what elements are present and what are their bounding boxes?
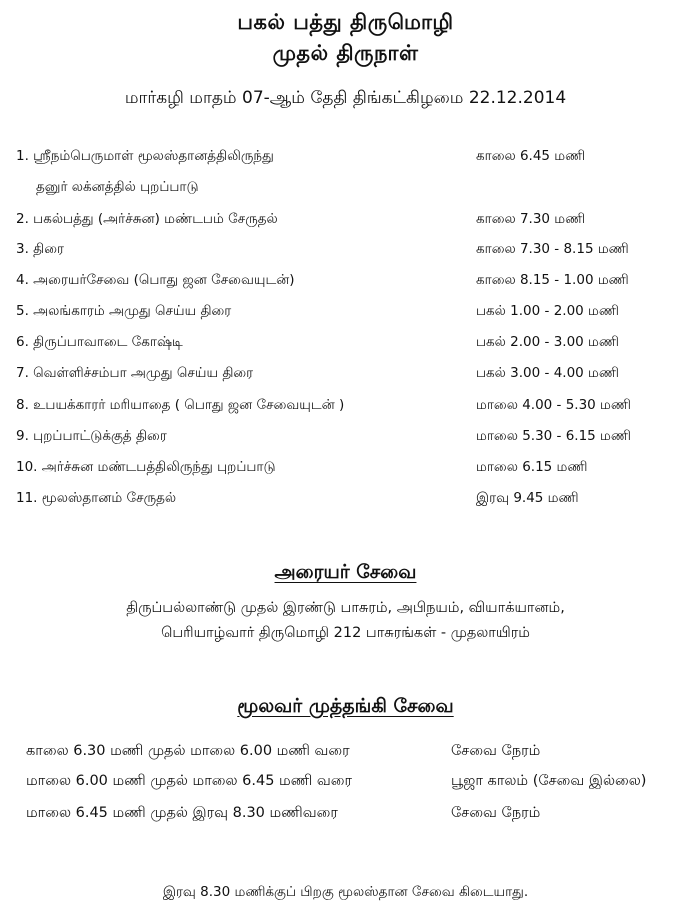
page-subtitle: முதல் திருநாள் bbox=[272, 41, 419, 65]
service-time: மாலை 6.00 மணி முதல் மாலை 6.45 மணி வரை bbox=[26, 773, 352, 789]
date-line: மார்கழி மாதம் 07-ஆம் தேதி திங்கட்கிழமை 22.12.2014 bbox=[124, 88, 567, 108]
schedule-label: 4. அரையர்சேவை (பொது ஜன சேவையுடன்) bbox=[16, 272, 295, 288]
araiyar-heading bbox=[0, 561, 691, 586]
schedule-time: இரவு 9.45 மணி bbox=[476, 490, 579, 506]
service-time: மாலை 6.45 மணி முதல் இரவு 8.30 மணிவரை bbox=[26, 805, 338, 821]
schedule-time: காலை 6.45 மணி bbox=[476, 148, 586, 164]
page-title: பகல் பத்து திருமொழி bbox=[237, 10, 454, 34]
araiyar-text-line-1: திருப்பல்லாண்டு முதல் இரண்டு பாசுரம், அபிநயம், வியாக்யானம், bbox=[126, 600, 565, 616]
schedule-time: பகல் 2.00 - 3.00 மணி bbox=[476, 334, 619, 350]
service-status: பூஜா காலம் (சேவை இல்லை) bbox=[451, 773, 647, 789]
service-status: சேவை நேரம் bbox=[451, 805, 541, 821]
schedule-time: காலை 8.15 - 1.00 மணி bbox=[476, 272, 629, 288]
schedule-label: 6. திருப்பாவாடை கோஷ்டி bbox=[16, 334, 183, 350]
schedule-label: 9. புறப்பாட்டுக்குத் திரை bbox=[16, 428, 167, 444]
schedule-time: மாலை 5.30 - 6.15 மணி bbox=[476, 428, 631, 444]
schedule-label-continued: தனுர் லக்னத்தில் புறப்பாடு bbox=[36, 179, 199, 195]
schedule-label: 5. அலங்காரம் அமுது செய்ய திரை bbox=[16, 303, 232, 319]
schedule-time: காலை 7.30 மணி bbox=[476, 211, 586, 227]
schedule-time: காலை 7.30 - 8.15 மணி bbox=[476, 241, 629, 257]
schedule-time: பகல் 1.00 - 2.00 மணி bbox=[476, 303, 619, 319]
schedule-label: 8. உபயக்காரர் மரியாதை ( பொது ஜன சேவையுடன் ) bbox=[16, 397, 345, 413]
service-status: சேவை நேரம் bbox=[451, 743, 541, 759]
araiyar-heading-text: அரையர் சேவை bbox=[274, 561, 417, 583]
footer-note: இரவு 8.30 மணிக்குப் பிறகு மூலஸ்தான சேவை கிடையாது. bbox=[162, 884, 529, 900]
moolavar-heading bbox=[0, 695, 691, 720]
schedule-label: 10. அர்ச்சுன மண்டபத்திலிருந்து புறப்பாடு bbox=[16, 459, 276, 475]
schedule-label: 2. பகல்பத்து (அர்ச்சுன) மண்டபம் சேருதல் bbox=[16, 211, 278, 227]
moolavar-heading-text: மூலவர் முத்தங்கி சேவை bbox=[237, 695, 454, 717]
schedule-time: பகல் 3.00 - 4.00 மணி bbox=[476, 365, 619, 381]
schedule-label: 1. ஸ்ரீநம்பெருமாள் மூலஸ்தானத்திலிருந்து bbox=[16, 148, 274, 164]
schedule-label: 11. மூலஸ்தானம் சேருதல் bbox=[16, 490, 177, 506]
schedule-label: 3. திரை bbox=[16, 241, 64, 257]
schedule-label: 7. வெள்ளிச்சம்பா அமுது செய்ய திரை bbox=[16, 365, 254, 381]
araiyar-text-line-2: பெரியாழ்வார் திருமொழி 212 பாசுரங்கள் - முதலாயிரம் bbox=[161, 625, 530, 641]
service-time: காலை 6.30 மணி முதல் மாலை 6.00 மணி வரை bbox=[26, 743, 350, 759]
schedule-time: மாலை 4.00 - 5.30 மணி bbox=[476, 397, 631, 413]
schedule-time: மாலை 6.15 மணி bbox=[476, 459, 588, 475]
